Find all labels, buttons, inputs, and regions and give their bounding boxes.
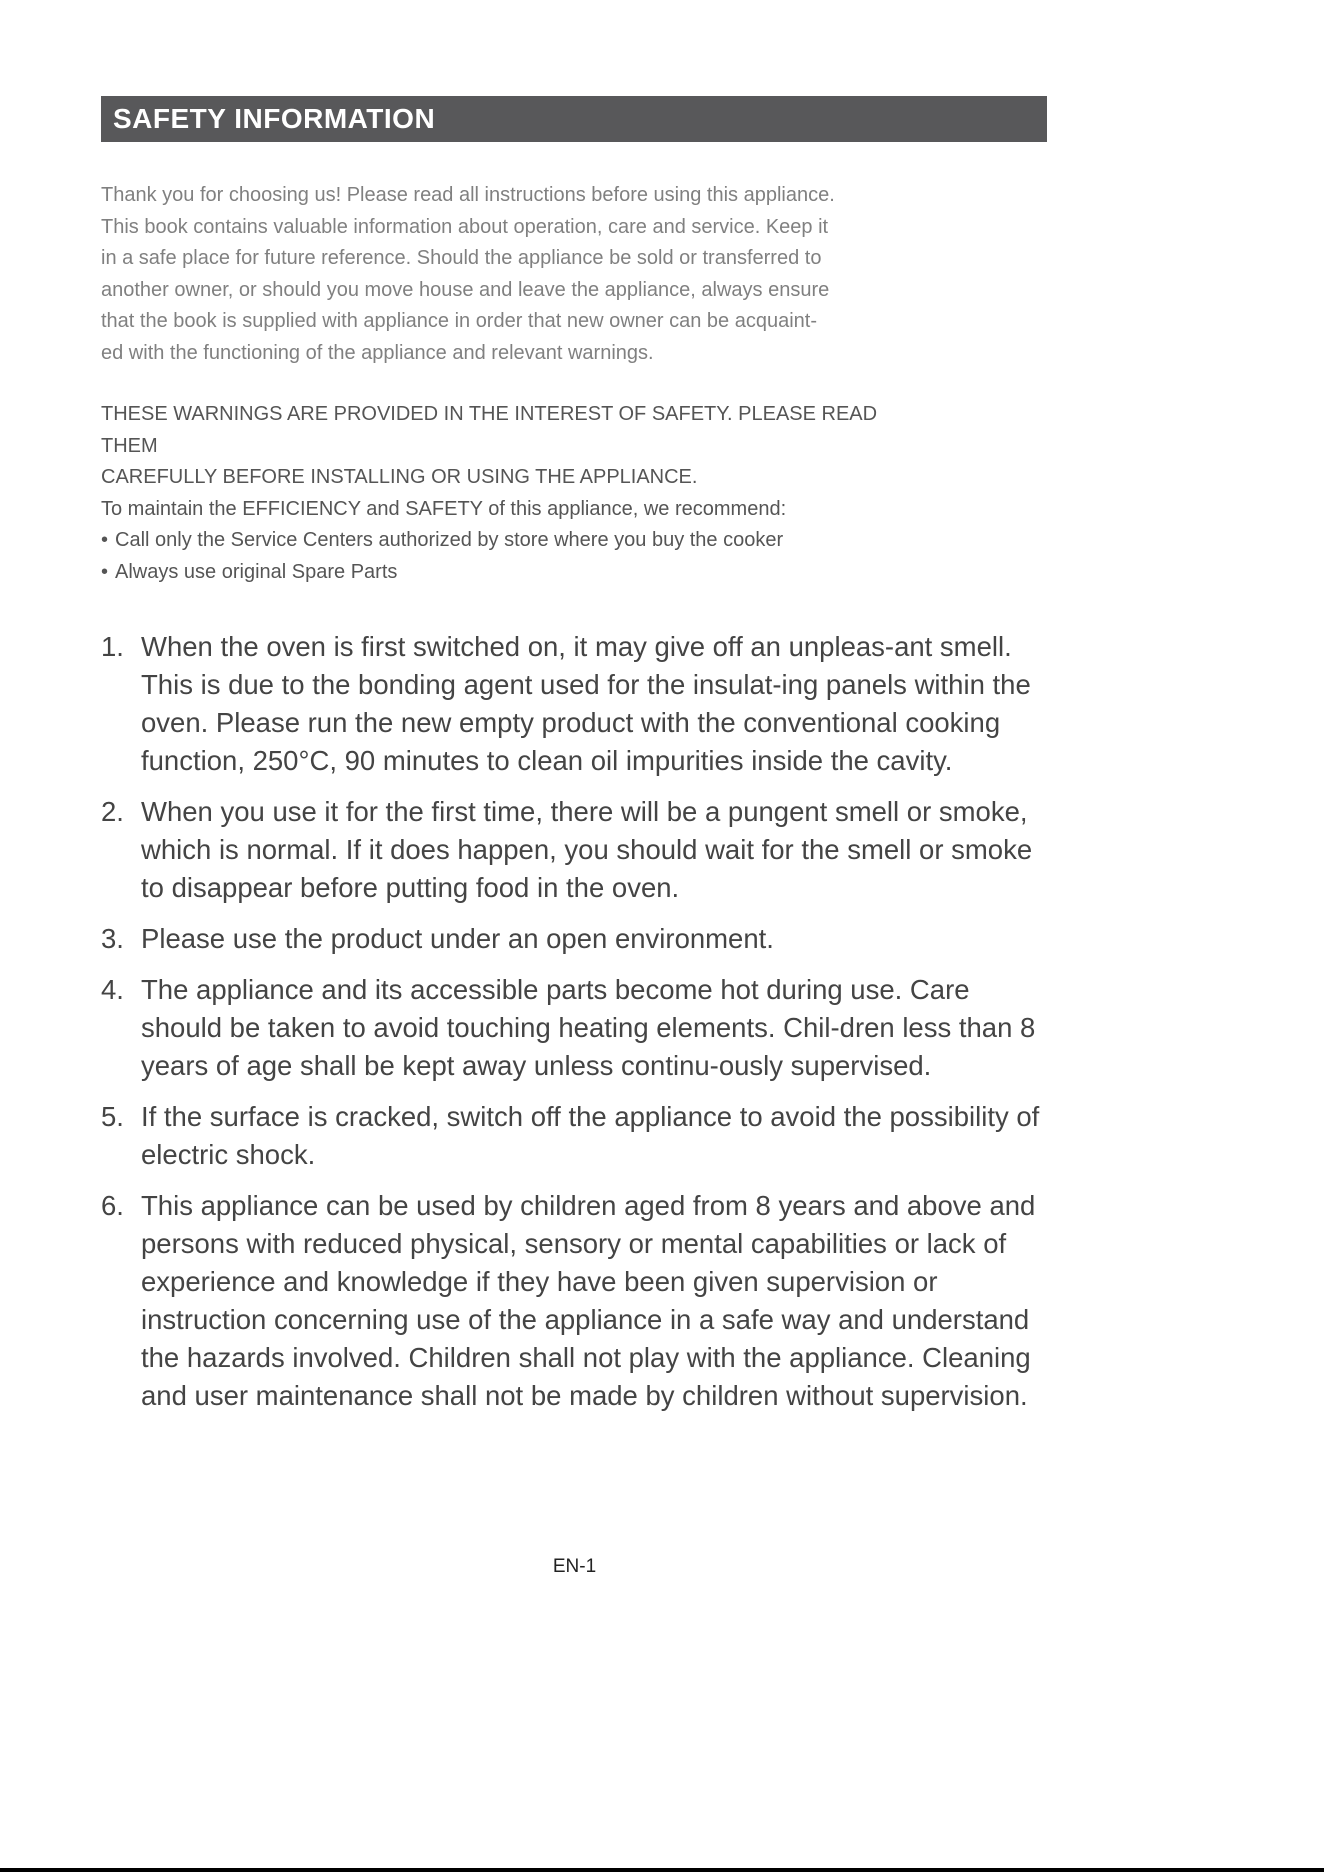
warning-line: To maintain the EFFICIENCY and SAFETY of this appliance, we recommend: — [101, 497, 787, 520]
safety-item-number: 5. — [101, 1101, 124, 1132]
section-title-bar — [101, 96, 1047, 142]
safety-item-number: 4. — [101, 974, 124, 1005]
safety-item-text: When the oven is first switched on, it may give off an unpleas-ant smell. This is due to the bonding agent used for the insulat-ing panels within the oven. Please run the new empty product with the conventional cooking function, 250°C, 90 minutes to clean oil impurities inside the cavity. — [141, 631, 1031, 776]
safety-item-number: 3. — [101, 923, 124, 954]
safety-item — [101, 793, 1047, 907]
safety-item — [101, 920, 1047, 958]
bottom-border — [0, 1868, 1324, 1872]
safety-item-text: If the surface is cracked, switch off the appliance to avoid the possibility of electric shock. — [141, 1101, 1040, 1170]
safety-item — [101, 971, 1047, 1085]
recommendation-list — [101, 525, 1047, 588]
intro-line: This book contains valuable information about operation, care and service. Keep it — [101, 215, 829, 238]
warning-line: THESE WARNINGS ARE PROVIDED IN THE INTEREST OF SAFETY. PLEASE READ — [101, 403, 878, 425]
intro-line: another owner, or should you move house and leave the appliance, always ensure — [101, 278, 830, 301]
safety-item — [101, 628, 1047, 780]
safety-item-number: 6. — [101, 1190, 124, 1221]
warning-line: CAREFULLY BEFORE INSTALLING OR USING THE APPLIANCE. — [101, 466, 698, 488]
recommendation-item: • Always use original Spare Parts — [101, 557, 1047, 589]
intro-line: that the book is supplied with appliance in order that new owner can be acquaint- — [101, 310, 818, 332]
safety-item — [101, 1187, 1047, 1415]
safety-item-text: When you use it for the first time, there will be a pungent smell or smoke, which is normal. If it does happen, you should wait for the smell or smoke to disappear before putting food in the oven. — [141, 796, 1033, 903]
safety-item — [101, 1098, 1047, 1174]
intro-paragraph — [101, 180, 1047, 369]
safety-item-text: The appliance and its accessible parts become hot during use. Care should be taken to avoid touching heating elements. Chil-dren less than 8 years of age shall be kept away unless continu-ously supervised. — [141, 974, 1036, 1081]
intro-line: Thank you for choosing us! Please read all instructions before using this appliance. — [101, 184, 835, 206]
safety-item-text: Please use the product under an open environment. — [141, 923, 774, 954]
safety-item-number: 2. — [101, 796, 124, 827]
page-number: EN-1 — [552, 1556, 597, 1577]
intro-line: in a safe place for future reference. Should the appliance be sold or transferred to — [101, 247, 822, 269]
intro-line: ed with the functioning of the appliance and relevant warnings. — [101, 341, 654, 364]
safety-instructions-list — [101, 628, 1047, 1415]
safety-item-number: 1. — [101, 631, 124, 662]
section-title: SAFETY INFORMATION — [113, 103, 436, 134]
warning-line: THEM — [101, 434, 158, 457]
recommendation-item: • Call only the Service Centers authorized by store where you buy the cooker — [101, 525, 1047, 557]
document-page — [101, 96, 1047, 1428]
warnings-block — [101, 399, 1047, 588]
safety-item-text: This appliance can be used by children aged from 8 years and above and persons with reduced physical, sensory or mental capabilities or lack of experience and knowledge if they have been given supervision or instruction concerning use of the appliance in a safe way and understand the hazards involved. Children shall not play with the appliance. Cleaning and user maintenance shall not be made by children without supervision. — [141, 1190, 1036, 1411]
